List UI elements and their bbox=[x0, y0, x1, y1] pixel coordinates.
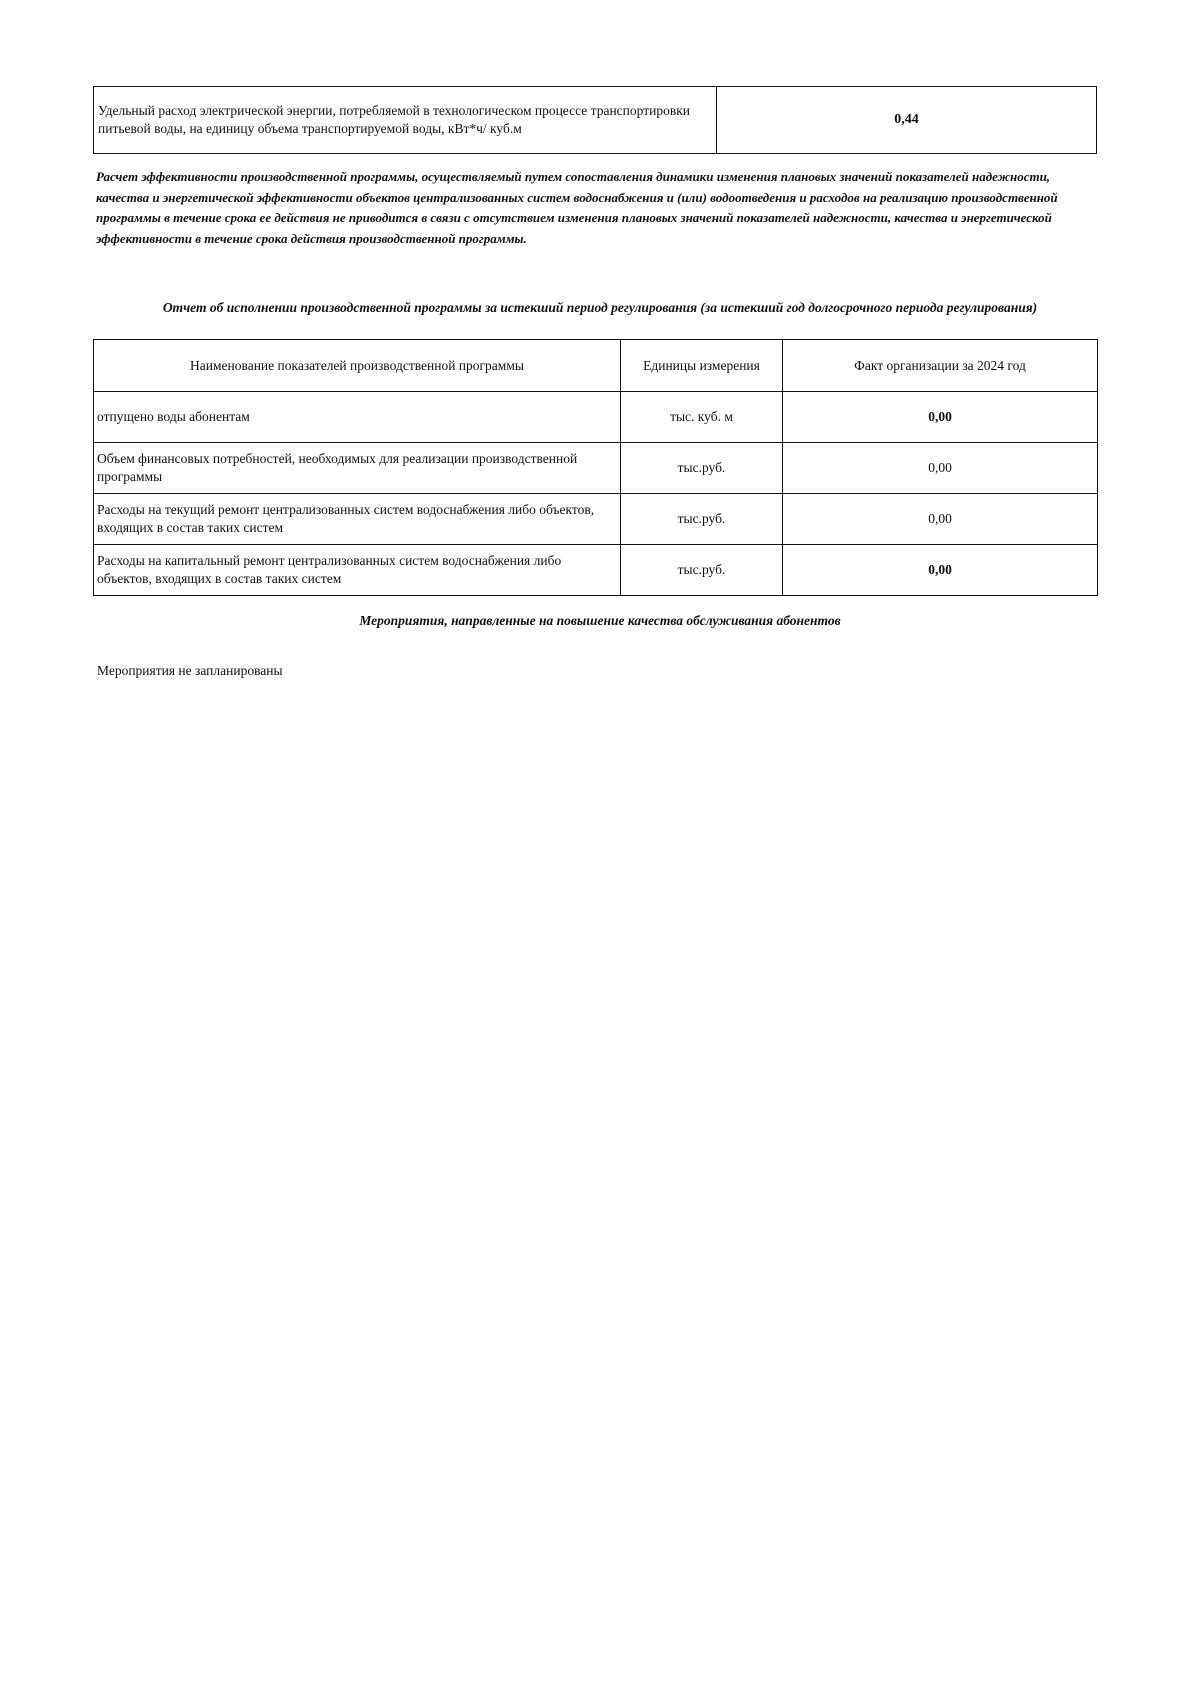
efficiency-calculation-note: Расчет эффективности производственной программы, осуществляемый путем сопоставления динамики изменения плановых значений показателей надежности, качества и энергетической эффективности объектов централизованных систем водоснабжения и (или) водоотведения и расходов на реализацию производственной программы в течение срока ее действия не приводится в связи с отсутствием изменения плановых значений показателей надежности, качества и энергетической эффективности в течение срока действия производственной программы. bbox=[96, 169, 1058, 246]
column-header-fact: Факт организации за 2024 год bbox=[783, 340, 1098, 392]
row-unit: тыс.руб. bbox=[621, 494, 783, 545]
table-row bbox=[94, 545, 1098, 596]
energy-consumption-table bbox=[93, 86, 1097, 154]
row-name: Объем финансовых потребностей, необходимых для реализации производственной программы bbox=[94, 443, 621, 494]
energy-consumption-value: 0,44 bbox=[717, 87, 1097, 154]
measures-title: Мероприятия, направленные на повышение качества обслуживания абонентов bbox=[359, 613, 841, 628]
column-header-unit: Единицы измерения bbox=[621, 340, 783, 392]
row-unit: тыс.руб. bbox=[621, 545, 783, 596]
table-row bbox=[94, 494, 1098, 545]
table-row bbox=[94, 392, 1098, 443]
row-fact: 0,00 bbox=[783, 392, 1098, 443]
measures-text: Мероприятия не запланированы bbox=[97, 663, 283, 678]
row-name: Расходы на капитальный ремонт централизованных систем водоснабжения либо объектов, входящих в состав таких систем bbox=[94, 545, 621, 596]
row-fact: 0,00 bbox=[783, 443, 1098, 494]
energy-consumption-label: Удельный расход электрической энергии, потребляемой в технологическом процессе транспортировки питьевой воды, на единицу объема транспортируемой воды, кВт*ч/ куб.м bbox=[94, 87, 717, 154]
table-header-row bbox=[94, 340, 1098, 392]
row-unit: тыс. куб. м bbox=[621, 392, 783, 443]
report-title: Отчет об исполнении производственной программы за истекший период регулирования (за истекший год долгосрочного периода регулирования) bbox=[162, 300, 1038, 315]
row-fact: 0,00 bbox=[783, 545, 1098, 596]
row-unit: тыс.руб. bbox=[621, 443, 783, 494]
row-name: Расходы на текущий ремонт централизованных систем водоснабжения либо объектов, входящих в состав таких систем bbox=[94, 494, 621, 545]
column-header-name: Наименование показателей производственной программы bbox=[94, 340, 621, 392]
table-row bbox=[94, 87, 1097, 154]
report-table bbox=[93, 339, 1098, 596]
row-name: отпущено воды абонентам bbox=[94, 392, 621, 443]
row-fact: 0,00 bbox=[783, 494, 1098, 545]
table-row bbox=[94, 443, 1098, 494]
